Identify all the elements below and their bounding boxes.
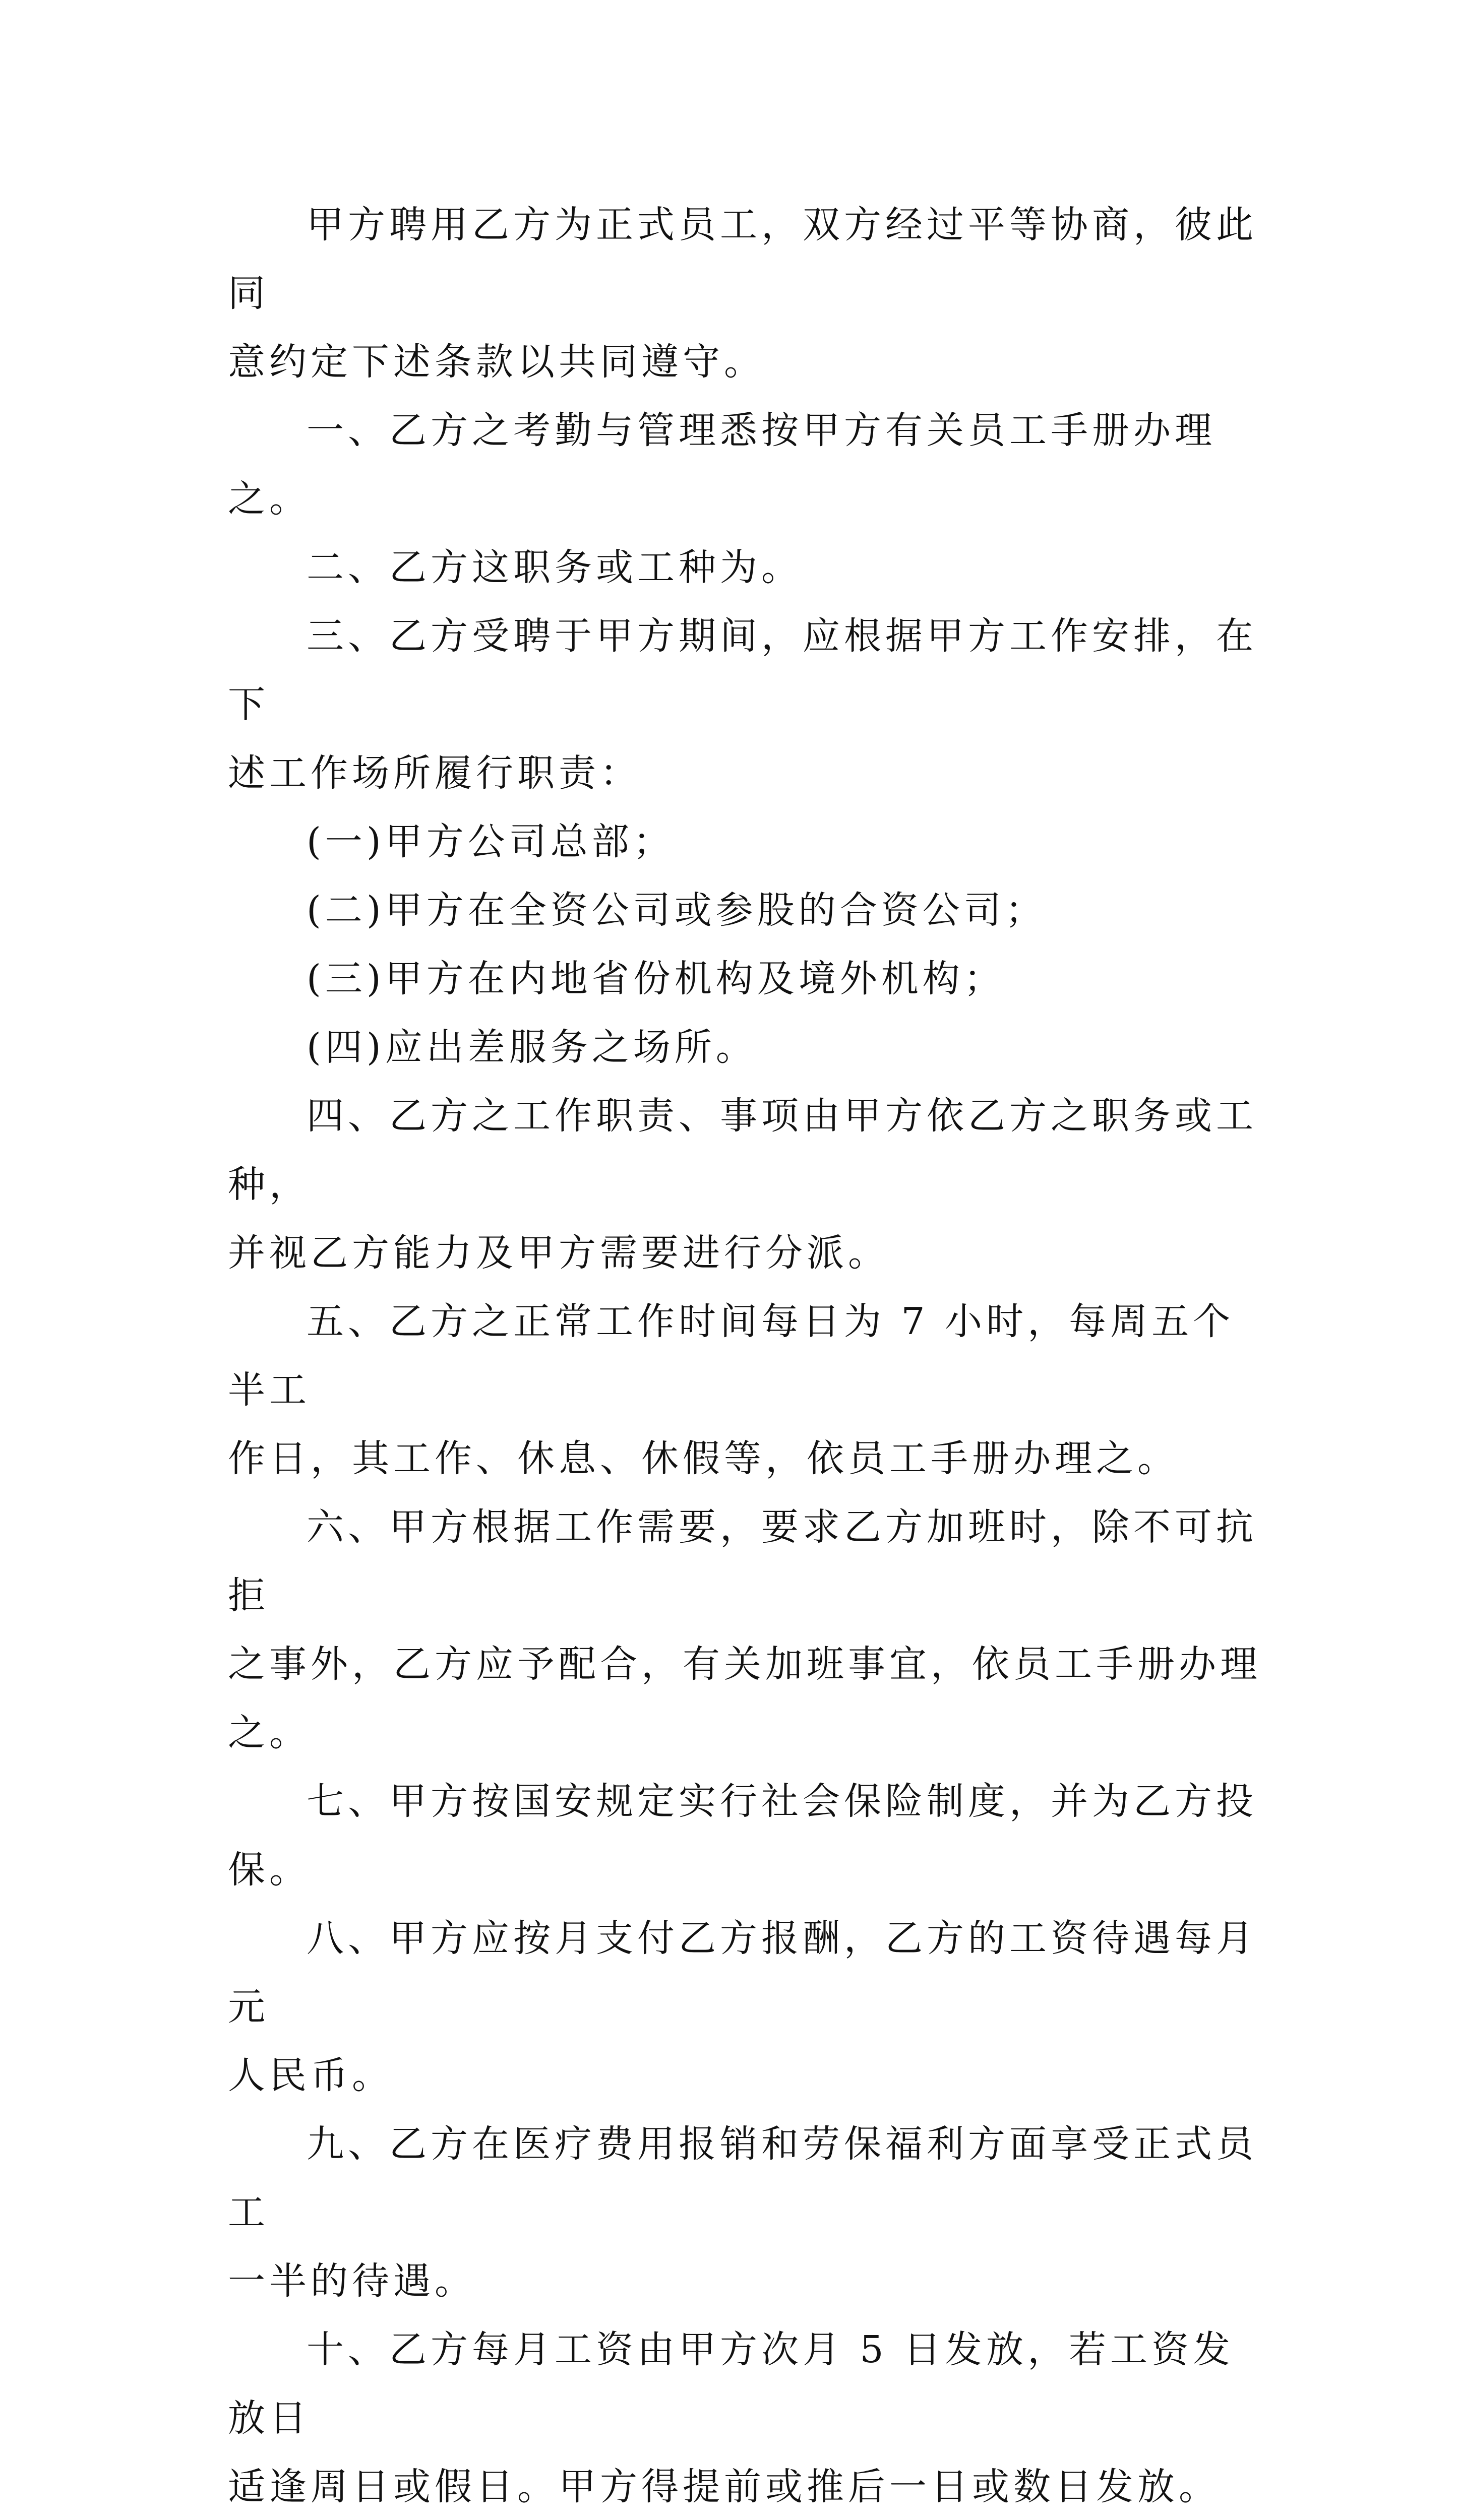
paragraph-clause-1 [228, 396, 1261, 533]
paragraph-clause-8 [228, 1904, 1261, 2110]
line: 一、乙方之考勤与管理悉按甲方有关员工手册办理之。 [228, 409, 1216, 521]
paragraph-clause-4 [228, 1082, 1261, 1287]
line: 述工作场所履行职责： [228, 751, 641, 795]
line: 三、乙方受聘于甲方期间，应根据甲方工作安排，在下 [228, 614, 1257, 726]
paragraph-clause-3-2 [228, 876, 1261, 944]
paragraph-clause-3-3 [228, 944, 1261, 1013]
line: 四、乙方之工作职责、事项由甲方依乙方之职务或工种， [228, 1094, 1257, 1206]
line: 八、甲方应按月支付乙方报酬，乙方的工资待遇每月元 [228, 1917, 1257, 2029]
paragraph-clause-3-1 [228, 807, 1261, 876]
document-body [228, 191, 1261, 2520]
line: 之事外，乙方应予配合，有关加班事宜，依员工手册办理之。 [228, 1643, 1261, 1754]
line: (四)应出差服务之场所。 [307, 1026, 757, 1069]
paragraph-clause-3 [228, 602, 1261, 807]
paragraph-clause-9 [228, 2110, 1261, 2315]
line: (三)甲方在内地省份机构及境外机构； [307, 957, 1005, 1000]
paragraph-clause-5 [228, 1287, 1261, 1493]
line: 一半的待遇。 [228, 2259, 476, 2303]
line: 适逢周日或假日。甲方得提前或推后一日或数日发放。 [228, 2465, 1220, 2508]
paragraph-clause-6 [228, 1493, 1261, 1767]
line: (一)甲方公司总部； [307, 820, 675, 863]
paragraph-intro [228, 191, 1261, 396]
paragraph-clause-10 [228, 2315, 1261, 2520]
line: 七、甲方按国安规定实行社会保险制度，并为乙方投保。 [228, 1780, 1257, 1892]
line: 意约定下述条款以共同遵守。 [228, 340, 765, 384]
line: 人民币。 [228, 2054, 393, 2097]
paragraph-clause-7 [228, 1767, 1261, 1904]
line: 十、乙方每月工资由甲方次月 5 日发放，若工资发放日 [228, 2328, 1235, 2440]
line: 九、乙方在医疗费用报销和劳保福利方面享受正式员工 [228, 2122, 1257, 2234]
line: 甲方聘用乙方为正式员工，双方经过平等协商，彼此同 [228, 203, 1257, 315]
paragraph-clause-2 [228, 533, 1261, 602]
line: 五、乙方之正常工作时间每日为 7 小时，每周五个半工 [228, 1300, 1235, 1412]
line: 二、乙方这职务或工种为。 [307, 546, 803, 589]
line: (二)甲方在全资公司或参股的合资公司； [307, 889, 1047, 932]
line: 六、甲方根据工作需要，要求乙方加班时，除不可抗拒 [228, 1505, 1257, 1617]
line: 并视乙方能力及甲方需要进行分派。 [228, 1231, 889, 1275]
paragraph-clause-3-4 [228, 1013, 1261, 1082]
line: 作日，其工作、休息、休假等，依员工手册办理之。 [228, 1437, 1179, 1480]
